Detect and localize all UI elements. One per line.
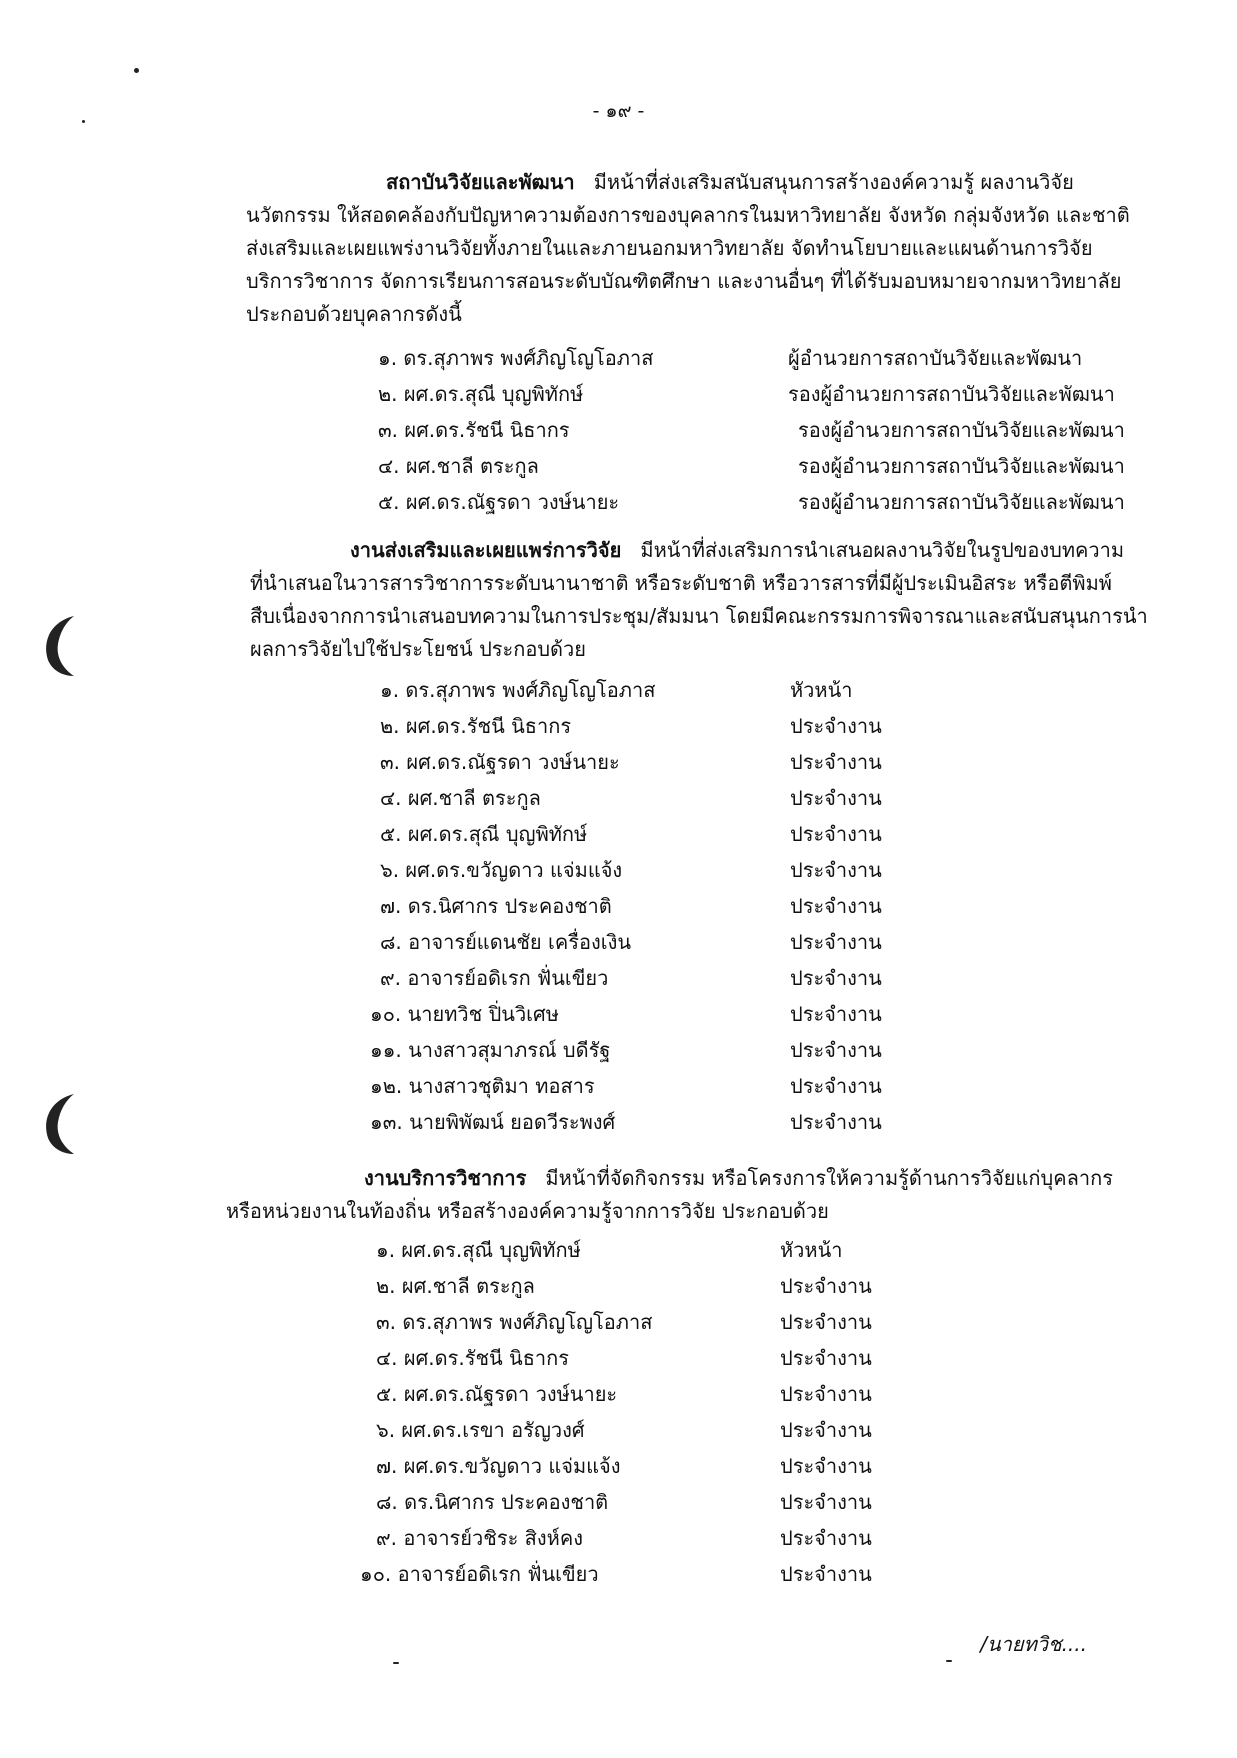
section-1-heading: สถาบันวิจัยและพัฒนา [386, 170, 575, 194]
section-2-line: ผลการวิจัยไปใช้ประโยชน์ ประกอบด้วย [250, 637, 586, 661]
section-2-line: ที่นำเสนอในวารสารวิชาการระดับนานาชาติ หรือระดับชาติ หรือวารสารที่มีผู้ประเมินอิสระ หรือตีพิมพ์ [250, 571, 1112, 595]
list-item: ๒. ผศ.ดร.รัชนี นิธากร ประจำงาน [380, 714, 882, 738]
list-item: ๗. ผศ.ดร.ขวัญดาว แจ่มแจ้ง ประจำงาน [376, 1454, 872, 1478]
list-item: ๑๐. นายทวิช ปิ่นวิเศษ ประจำงาน [370, 1002, 882, 1026]
list-item: ๔. ผศ.ชาลี ตระกูล ประจำงาน [380, 786, 882, 810]
section-3-members [360, 1232, 920, 1592]
list-item: ๑. ดร.สุภาพร พงศ์ภิญโญโอภาส ผู้อำนวยการสถาบันวิจัยและพัฒนา [378, 346, 1083, 370]
list-item: ๖. ผศ.ดร.เรขา อรัญวงศ์ ประจำงาน [376, 1418, 872, 1442]
list-item: ๙. อาจารย์วชิระ สิงห์คง ประจำงาน [376, 1526, 872, 1550]
list-item: ๑. ดร.สุภาพร พงศ์ภิญโญโอภาส หัวหน้า [380, 678, 853, 702]
list-item: ๕. ผศ.ดร.สุณี บุญพิทักษ์ ประจำงาน [380, 822, 882, 846]
list-item: ๑๒. นางสาวชุติมา ทอสาร ประจำงาน [370, 1074, 882, 1098]
list-item: ๑๐. อาจารย์อดิเรก ฟั่นเขียว ประจำงาน [360, 1562, 872, 1586]
section-1-line: ประกอบด้วยบุคลากรดังนี้ [246, 302, 462, 326]
list-item: ๑๓. นายพิพัฒน์ ยอดวีระพงศ์ ประจำงาน [370, 1110, 882, 1134]
section-1-line: นวัตกรรม ให้สอดคล้องกับปัญหาความต้องการของบุคลากรในมหาวิทยาลัย จังหวัด กลุ่มจังหวัด และชาติ [246, 203, 1130, 227]
page-number: - ๑๙ - [592, 100, 645, 122]
list-item: ๓. ผศ.ดร.รัชนี นิธากร รองผู้อำนวยการสถาบันวิจัยและพัฒนา [378, 418, 1125, 442]
section-1-intro [246, 166, 1146, 331]
list-item: ๘. อาจารย์แดนชัย เครื่องเงิน ประจำงาน [380, 930, 882, 954]
list-item: ๕. ผศ.ดร.ณัฐรดา วงษ์นายะ ประจำงาน [376, 1382, 872, 1406]
list-item: ๒. ผศ.ชาลี ตระกูล ประจำงาน [376, 1274, 872, 1298]
binding-hole-mark [40, 612, 80, 680]
list-item: ๓. ดร.สุภาพร พงศ์ภิญโญโอภาส ประจำงาน [376, 1310, 872, 1334]
list-item: ๘. ดร.นิศากร ประคองชาติ ประจำงาน [376, 1490, 872, 1514]
scan-speck [946, 1660, 952, 1662]
section-2-members [370, 672, 930, 1140]
section-3-line: มีหน้าที่จัดกิจกรรม หรือโครงการให้ความรู้ด้านการวิจัยแก่บุคลากร [545, 1166, 1113, 1190]
scan-speck [393, 1662, 399, 1664]
list-item: ๑. ผศ.ดร.สุณี บุญพิทักษ์ หัวหน้า [376, 1238, 843, 1262]
scan-speck [82, 120, 85, 123]
section-3-line: หรือหน่วยงานในท้องถิ่น หรือสร้างองค์ความรู้จากการวิจัย ประกอบด้วย [226, 1199, 829, 1223]
list-item: ๕. ผศ.ดร.ณัฐรดา วงษ์นายะ รองผู้อำนวยการสถาบันวิจัยและพัฒนา [378, 490, 1125, 514]
section-2-line: สืบเนื่องจากการนำเสนอบทความในการประชุม/สัมมนา โดยมีคณะกรรมการพิจารณาและสนับสนุนการนำ [250, 604, 1148, 628]
section-2-intro [250, 534, 1150, 666]
scan-speck [134, 68, 139, 73]
section-1-line: ส่งเสริมและเผยแพร่งานวิจัยทั้งภายในและภายนอกมหาวิทยาลัย จัดทำนโยบายและแผนด้านการวิจัย [246, 236, 1093, 260]
list-item: ๔. ผศ.ชาลี ตระกูล รองผู้อำนวยการสถาบันวิจัยและพัฒนา [378, 454, 1125, 478]
section-1-members [378, 340, 1138, 520]
list-item: ๖. ผศ.ดร.ขวัญดาว แจ่มแจ้ง ประจำงาน [380, 858, 882, 882]
section-2-heading: งานส่งเสริมและเผยแพร่การวิจัย [350, 538, 622, 562]
section-3-heading: งานบริการวิชาการ [364, 1166, 527, 1190]
list-item: ๑๑. นางสาวสุมาภรณ์ บดีรัฐ ประจำงาน [370, 1038, 882, 1062]
section-3-intro [226, 1162, 1146, 1228]
list-item: ๒. ผศ.ดร.สุณี บุญพิทักษ์ รองผู้อำนวยการสถาบันวิจัยและพัฒนา [378, 382, 1115, 406]
continuation-note: /นายทวิช.... [980, 1632, 1087, 1656]
binding-hole-mark [40, 1090, 80, 1158]
list-item: ๗. ดร.นิศากร ประคองชาติ ประจำงาน [380, 894, 882, 918]
list-item: ๔. ผศ.ดร.รัชนี นิธากร ประจำงาน [376, 1346, 872, 1370]
section-1-line: มีหน้าที่ส่งเสริมสนับสนุนการสร้างองค์ความรู้ ผลงานวิจัย [593, 170, 1074, 194]
list-item: ๙. อาจารย์อดิเรก ฟั่นเขียว ประจำงาน [380, 966, 882, 990]
section-2-line: มีหน้าที่ส่งเสริมการนำเสนอผลงานวิจัยในรูปของบทความ [640, 538, 1125, 562]
section-1-line: บริการวิชาการ จัดการเรียนการสอนระดับบัณฑิตศึกษา และงานอื่นๆ ที่ได้รับมอบหมายจากมหาวิทยาลัย [246, 269, 1122, 293]
list-item: ๓. ผศ.ดร.ณัฐรดา วงษ์นายะ ประจำงาน [380, 750, 882, 774]
